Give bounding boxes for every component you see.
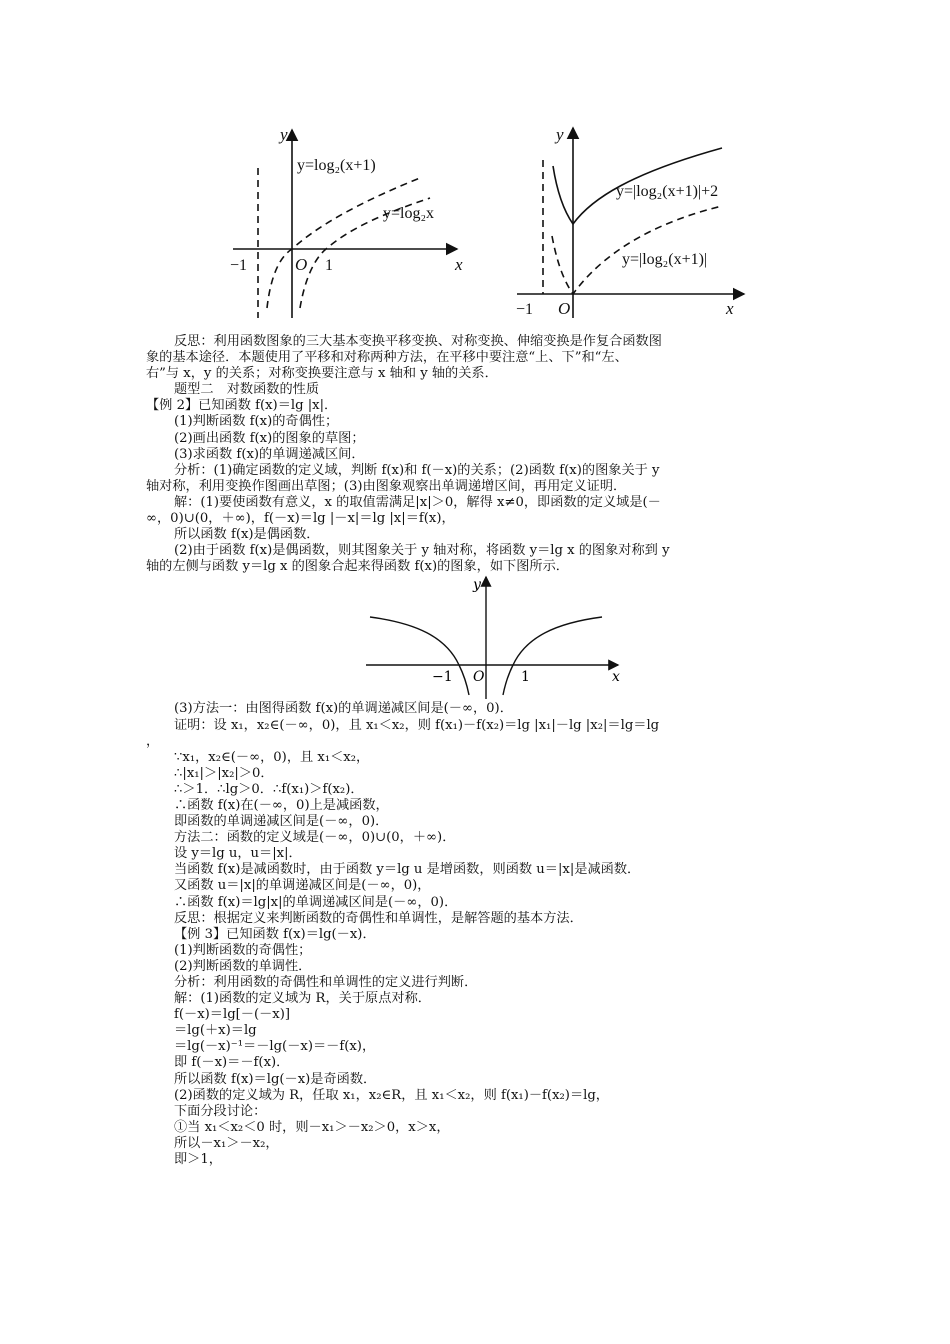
curve-log2-x-plus-1 xyxy=(267,178,420,308)
text-line: 即 f(－x)＝－f(x)． xyxy=(174,1055,290,1071)
text-line: ∞，0)∪(0，＋∞)，f(－x)＝lg |－x|＝lg |x|＝f(x)， xyxy=(146,511,455,527)
text-line: 又函数 u＝|x|的单调递减区间是(－∞，0)， xyxy=(174,878,431,894)
tick-1-label: 1 xyxy=(325,257,333,274)
document-body xyxy=(146,334,816,1168)
text-line: 下面分段讨论： xyxy=(174,1103,267,1119)
text-line: 反思：利用函数图象的三大基本变换平移变换、对称变换、伸缩变换是作复合函数图 xyxy=(174,334,662,349)
text-line: 题型二 对数函数的性质 xyxy=(174,382,320,398)
curve-label-log2-x-plus-1: y=log₂(x+1) xyxy=(297,157,376,174)
figure-log2-translation xyxy=(225,118,480,323)
text-line: (2)画出函数 f(x)的图象的草图； xyxy=(174,430,365,446)
axis-y-label: y xyxy=(556,125,564,144)
axis-y-label: y xyxy=(280,125,288,144)
text-line: 反思：根据定义来判断函数的奇偶性和单调性，是解答题的基本方法． xyxy=(174,910,583,926)
text-line: 轴的左侧与函数 y＝lg x 的图象合起来得函数 f(x)的图象，如下图所示． xyxy=(146,559,569,575)
text-line: 设 y＝lg u，u＝|x|． xyxy=(174,846,302,862)
text-line: 解：(1)函数的定义域为 R，关于原点对称． xyxy=(174,991,431,1007)
tick-1-label: 1 xyxy=(521,669,530,686)
text-line: 即函数的单调递减区间是(－∞，0)． xyxy=(174,814,389,830)
curve-label-log2-x: y=log₂x xyxy=(383,205,435,222)
figure-lg-abs-x xyxy=(146,575,816,701)
text-line: (1)判断函数 f(x)的奇偶性； xyxy=(174,414,339,430)
text-line: ∴＞1．∴lg＞0．∴f(x₁)＞f(x₂)． xyxy=(174,781,364,797)
figure-log2-absolute xyxy=(512,118,762,323)
text-line: ∴函数 f(x)在(－∞，0)上是减函数， xyxy=(174,797,389,813)
text-line: 右”与 x，y 的关系；对称变换要注意与 x 轴和 y 轴的关系． xyxy=(146,366,498,382)
text-line: (1)判断函数的奇偶性； xyxy=(174,942,312,958)
axis-x-label: x xyxy=(455,255,463,274)
text-line: 象的基本途径．本题使用了平移和对称两种方法，在平移中要注意“上、下”和“左、 xyxy=(146,350,628,366)
text-line: 所以函数 f(x)是偶函数． xyxy=(174,527,320,543)
curve-label-abs-log2-plus-2: y=|log₂(x+1)|+2 xyxy=(616,183,719,200)
text-line: (2)判断函数的单调性． xyxy=(174,958,312,974)
text-line: f(－x)＝lg[－(－x)] xyxy=(174,1007,291,1023)
curve-right-branch xyxy=(503,617,602,695)
text-line: (3)方法一：由图得函数 f(x)的单调递减区间是(－∞，0)． xyxy=(174,701,513,717)
origin-label: O xyxy=(473,669,485,686)
text-line: (2)函数的定义域为 R，任取 x₁，x₂∈R，且 x₁＜x₂，则 f(x₁)－f(x₂)＝lg， xyxy=(174,1087,609,1103)
text-line: ＝lg(＋x)＝lg xyxy=(174,1023,257,1039)
axis-y-label: y xyxy=(473,577,481,594)
text-line: ∵x₁，x₂∈(－∞，0)，且 x₁＜x₂， xyxy=(174,749,370,765)
text-line: 解：(1)要使函数有意义，x 的取值需满足|x|＞0，解得 x≠0，即函数的定义域是(－ xyxy=(174,494,661,510)
text-line: 证明：设 x₁，x₂∈(－∞，0)，且 x₁＜x₂，则 f(x₁)－f(x₂)＝lg |x₁|－lg |x₂|＝lg＝lg xyxy=(174,717,660,733)
origin-label: O xyxy=(295,255,308,274)
text-line: (2)由于函数 f(x)是偶函数，则其图象关于 y 轴对称，将函数 y＝lg x 的图象对称到 y xyxy=(174,543,670,559)
text-line: ＝lg(－x)⁻¹＝－lg(－x)＝－f(x)， xyxy=(174,1039,376,1055)
text-line: 即＞1， xyxy=(174,1152,222,1168)
text-line: 方法二：函数的定义域是(－∞，0)∪(0，＋∞)． xyxy=(174,830,456,846)
text-line: 轴对称，利用变换作图画出草图；(3)由图象观察出单调递增区间，再用定义证明． xyxy=(146,478,627,494)
text-line: 所以－x₁＞－x₂， xyxy=(174,1135,279,1151)
curve-label-abs-log2: y=|log₂(x+1)| xyxy=(622,251,708,268)
text-line: 【例 2】已知函数 f(x)＝lg |x|． xyxy=(146,398,338,414)
text-line: ， xyxy=(146,733,160,749)
text-line: 所以函数 f(x)＝lg(－x)是奇函数． xyxy=(174,1071,377,1087)
paragraphs-top xyxy=(146,334,816,575)
axis-x-label: x xyxy=(726,299,734,318)
origin-label: O xyxy=(558,299,571,318)
text-line: 分析：(1)确定函数的定义域，判断 f(x)和 f(－x)的关系；(2)函数 f(x)的图象关于 y xyxy=(174,462,660,478)
text-line: 当函数 f(x)是减函数时，由于函数 y＝lg u 是增函数，则函数 u＝|x|是减函数． xyxy=(174,862,641,878)
text-line: (3)求函数 f(x)的单调递减区间． xyxy=(174,446,365,462)
text-line: 分析：利用函数的奇偶性和单调性的定义进行判断． xyxy=(174,975,478,990)
curve-left-branch xyxy=(370,617,469,695)
text-line: ∴函数 f(x)＝lg|x|的单调递减区间是(－∞，0)． xyxy=(174,894,458,910)
tick-neg1-label: −1 xyxy=(516,301,534,318)
tick-neg1-label: −1 xyxy=(230,257,248,274)
paragraphs-bottom xyxy=(146,701,816,1168)
text-line: 【例 3】已知函数 f(x)＝lg(－x)． xyxy=(174,926,376,942)
tick-neg1-label: −1 xyxy=(432,669,453,686)
text-line: ①当 x₁＜x₂＜0 时，则－x₁＞－x₂＞0，x＞x， xyxy=(174,1119,450,1135)
axis-x-label: x xyxy=(612,669,620,686)
text-line: ∴|x₁|＞|x₂|＞0． xyxy=(174,765,274,781)
